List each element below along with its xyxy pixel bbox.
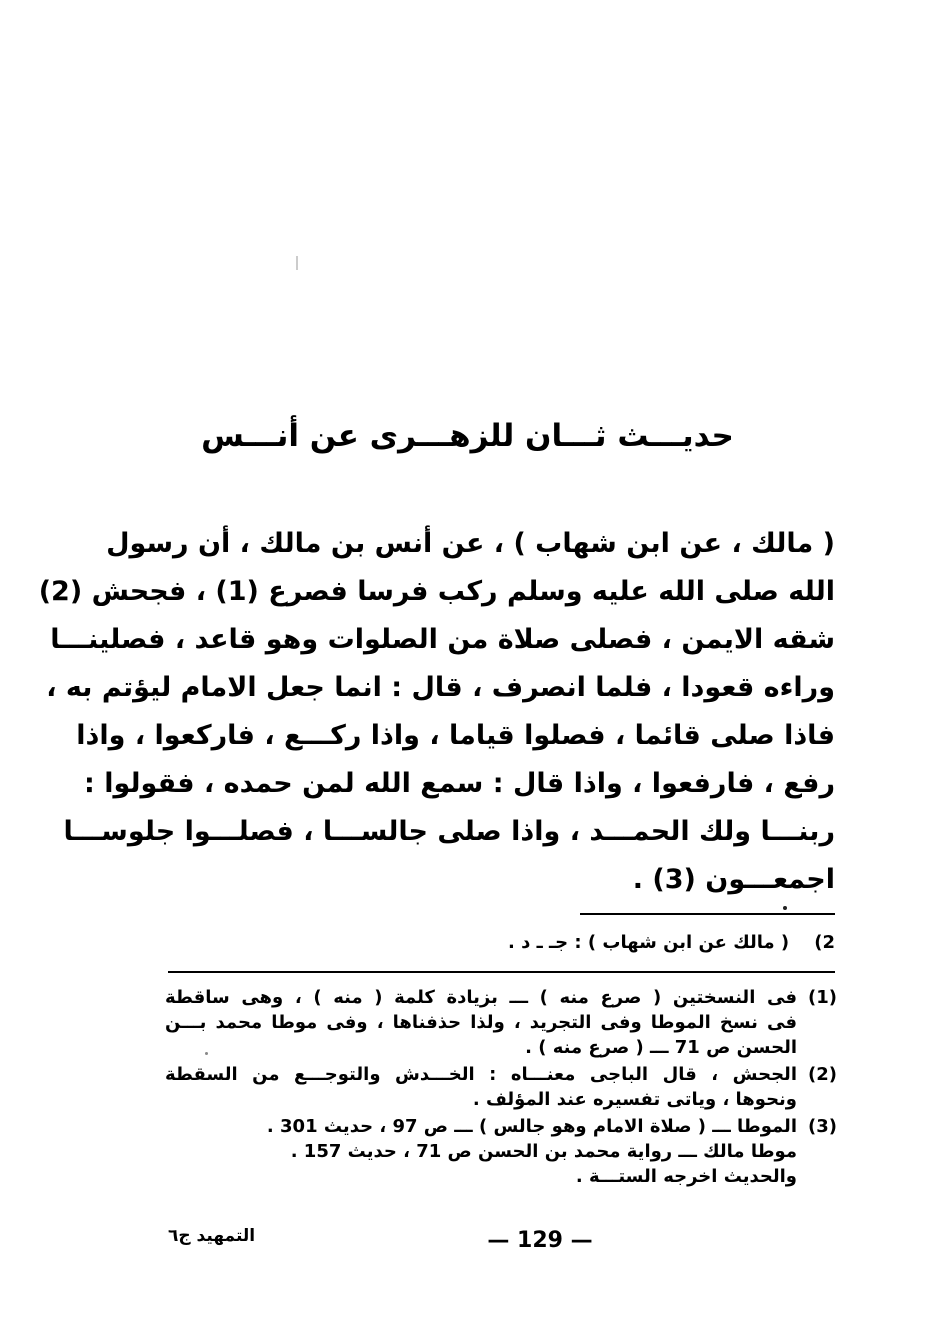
footnote-line: فى النسختين ( صرع منه ) ـــ بزيادة كلمة ( منه ) ، وهى ساقطة xyxy=(165,987,797,1008)
body-line: فاذا صلى قائما ، فصلوا قياما ، واذا ركـــع ، فاركعوا ، واذا xyxy=(76,720,835,751)
footnote-line: فى نسخ الموطا وفى التجريد ، ولذا حذفناها ، وفى موطا محمد بـــن xyxy=(165,1012,797,1033)
body-line: رفع ، فارفعوا ، واذا قال : سمع الله لمن حمده ، فقولوا : xyxy=(84,768,835,799)
variant-note-number: 2) xyxy=(814,932,835,953)
scan-speck xyxy=(205,1052,208,1055)
footnote-number: (3) xyxy=(808,1116,837,1137)
footnote-line: الحسن ص 71 ـــ ( صرع منه ) . xyxy=(525,1037,797,1058)
scan-speck xyxy=(296,256,298,270)
footnote-line: الموطا ـــ ( صلاة الامام وهو جالس ) ـــ ص 97 ، حديث 301 . xyxy=(266,1116,797,1137)
hadith-title: حديـــث ثـــان للزهـــرى عن أنـــس xyxy=(201,418,734,454)
hadith-body xyxy=(38,520,835,904)
body-line: اجمعـــون (3) . xyxy=(632,864,835,895)
footnotes xyxy=(165,985,837,1191)
body-line: ( مالك ، عن ابن شهاب ) ، عن أنس بن مالك ، أن رسول xyxy=(106,528,835,559)
footnote-3 xyxy=(165,1114,837,1189)
book-reference: التمهيد ج٦ xyxy=(168,1226,256,1246)
footnote-line: والحديث اخرجه الستـــة . xyxy=(575,1166,797,1187)
footnote-line: موطا مالك ـــ رواية محمد بن الحسن ص 71 ، حديث 157 . xyxy=(290,1141,797,1162)
variant-note xyxy=(420,932,835,953)
footnote-2 xyxy=(165,1062,837,1112)
footnote-number: (2) xyxy=(808,1064,837,1085)
scan-speck xyxy=(783,906,787,910)
body-line: الله صلى الله عليه وسلم ركب فرسا فصرع (1) ، فجحش (2) xyxy=(38,576,835,607)
body-end-rule xyxy=(580,913,835,915)
variant-note-text: ( مالك عن ابن شهاب ) : جـ ـ د . xyxy=(508,932,790,953)
footnote-line: الجحش ، قال الباجى معنـــاه : الخـــدش والتوجـــع من السقطة xyxy=(165,1064,797,1085)
body-line: ربنـــا ولك الحمـــد ، واذا صلى جالســـا ، فصلـــوا جلوســـا xyxy=(63,816,835,847)
footnote-1 xyxy=(165,985,837,1060)
page-number: — 129 — xyxy=(487,1228,593,1253)
footnote-separator xyxy=(168,971,835,973)
body-line: وراءه قعودا ، فلما انصرف ، قال : انما جعل الامام ليؤتم به ، xyxy=(46,672,835,703)
footnote-line: ونحوها ، وياتى تفسيره عند المؤلف . xyxy=(472,1089,797,1110)
body-line: شقه الايمن ، فصلى صلاة من الصلوات وهو قاعد ، فصلينـــا xyxy=(50,624,835,655)
footnote-number: (1) xyxy=(808,987,837,1008)
